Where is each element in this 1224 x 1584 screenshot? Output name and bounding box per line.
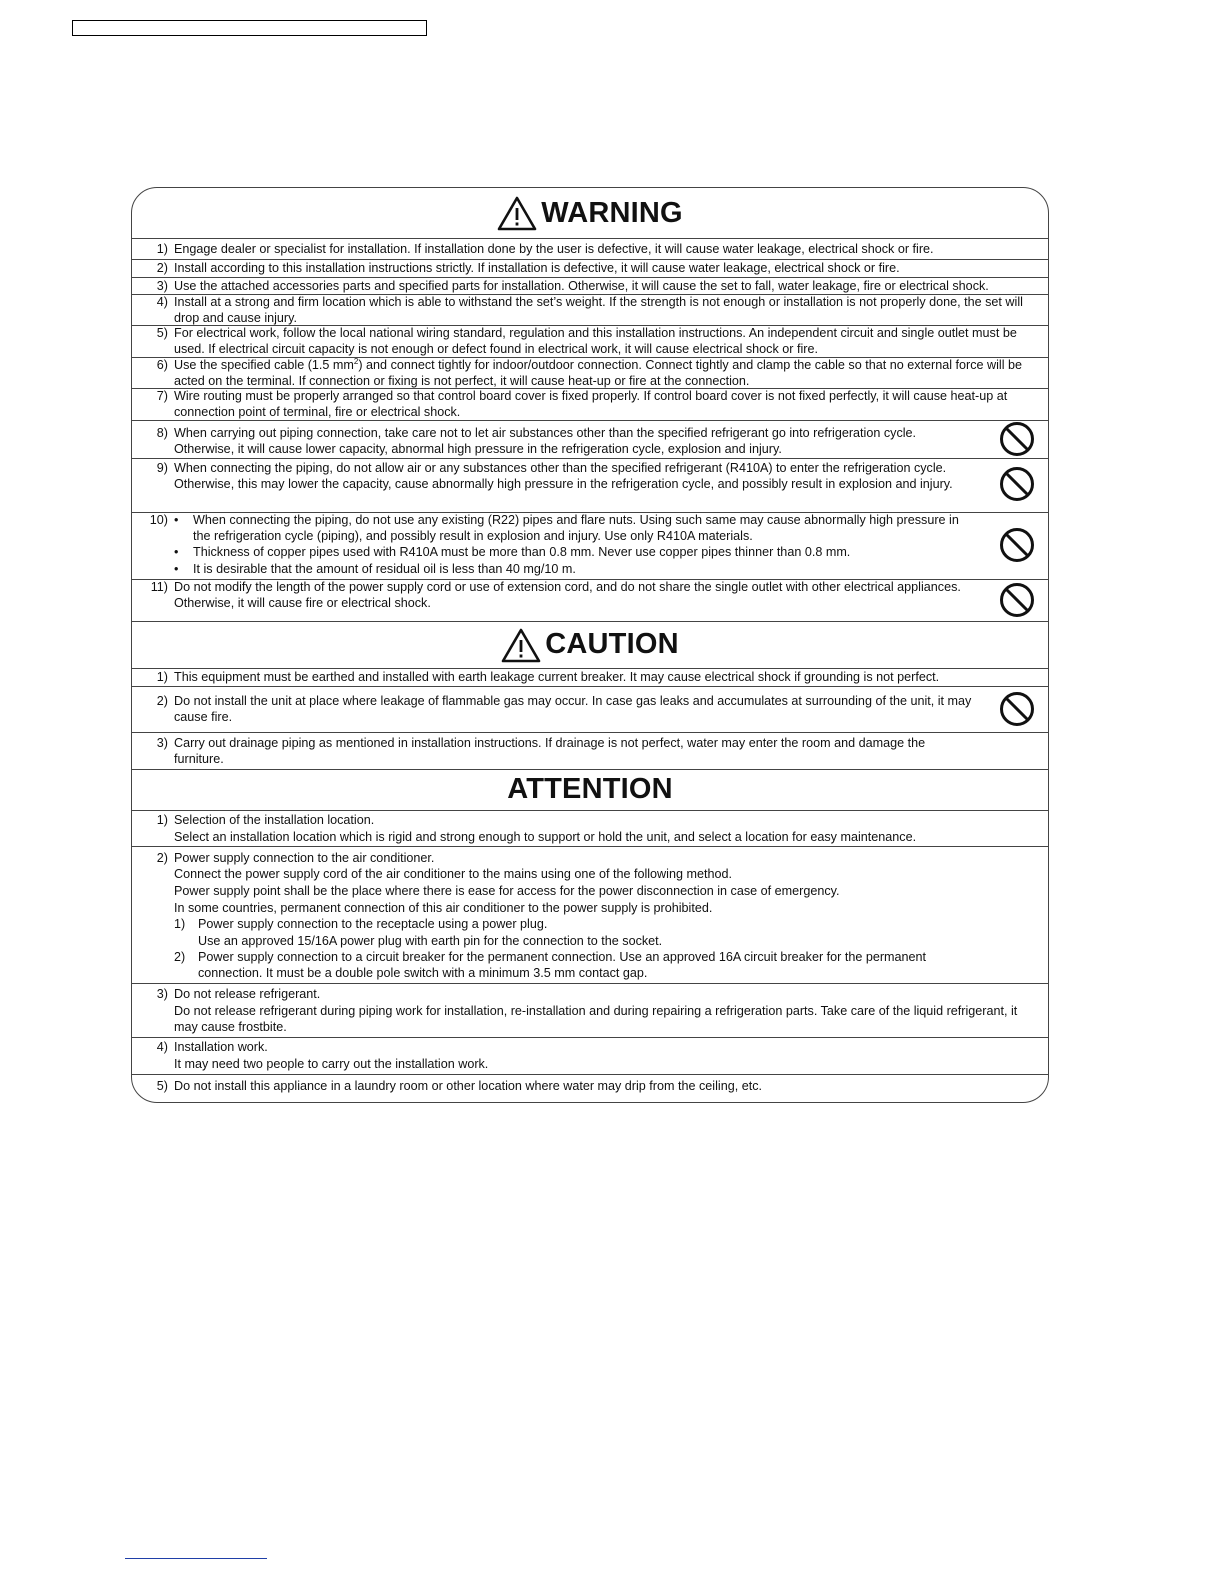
warning-item-8: 8) When carrying out piping connection, take care not to let air substances other than the specified refrigerant go into refrigeration cycle. Otherwise, it will cause lower capacity, abnormal high pressure in the refrigeration cycle, explosion and injury. xyxy=(132,420,1048,459)
warning-item-2: 2) Install according to this installation instructions strictly. If installation is defective, it will cause water leakage, electrical shock or fire. xyxy=(132,259,1048,278)
warning-heading: WARNING xyxy=(132,188,1048,239)
header-box xyxy=(72,20,427,36)
warning-item-3: 3) Use the attached accessories parts and specified parts for installation. Otherwise, it will cause the set to fall, water leakage, fire or electrical shock. xyxy=(132,277,1048,295)
prohibited-icon xyxy=(999,691,1035,727)
warning-item-1: 1) Engage dealer or specialist for installation. If installation done by the user is defective, it will cause water leakage, electrical shock or fire. xyxy=(132,238,1048,260)
warning-item-4: 4) Install at a strong and firm location which is able to withstand the set’s weight. If the strength is not enough or installation is not properly done, the set will drop and cause injury. xyxy=(132,294,1048,326)
warning-item-9: 9) When connecting the piping, do not allow air or any substances other than the specified refrigerant (R410A) to enter the refrigeration cycle. Otherwise, this may lower the capacity, cause abnormally high pressure in the refrigeration cycle, and possibly result in explosion and injury. xyxy=(132,458,1048,513)
caution-triangle-icon xyxy=(501,627,541,663)
attention-item-2: 2) Power supply connection to the air conditioner. Connect the power supply cord of the air conditioner to the mains using one of the following method. Power supply point shall be the place where there is ease for access for the power disconnection in case of emergency. In some countries, permanent connection of this air conditioner to the power supply is prohibited. 1) Power supply connection to the receptacle using a power plug. Use an approved 15/16A power plug with earth pin for the connection to the socket. 2) Power supply connection to a circuit breaker for the permanent connection. Use an approved 16A circuit breaker for the permanent connection. It must be a double pole switch with a minimum 3.5 mm contact gap. xyxy=(132,846,1048,984)
prohibited-icon xyxy=(999,527,1035,563)
caution-item-1: 1) This equipment must be earthed and installed with earth leakage current breaker. It may cause electrical shock if grounding is not perfect. xyxy=(132,668,1048,687)
warning-item-6: 6) Use the specified cable (1.5 $mm^2$) and connect tightly for indoor/outdoor connection. Connect tightly and clamp the cable so that no external force will be acted on the terminal. If connection or fixing is not perfect, it will cause heat-up or fire at the connection. xyxy=(132,357,1048,389)
warning-item-10: 10) • When connecting the piping, do not use any existing (R22) pipes and flare nuts. Using such same may cause abnormally high pressure in the refrigeration cycle (piping), and possibly result in explosion and injury. Use only R410A materials. • Thickness of copper pipes used with R410A must be more than 0.8 mm. Never use copper pipes thinner than 0.8 mm. • It is desirable that the amount of residual oil is less than 40 mg/10 m. xyxy=(132,512,1048,580)
prohibited-icon xyxy=(999,466,1035,502)
prohibited-icon xyxy=(999,582,1035,618)
attention-item-1: 1) Selection of the installation location. Select an installation location which is rigid and strong enough to support or hold the unit, and select a location for easy maintenance. xyxy=(132,810,1048,847)
caution-item-2: 2) Do not install the unit at place where leakage of flammable gas may occur. In case gas leaks and accumulates at surrounding of the unit, it may cause fire. xyxy=(132,686,1048,733)
attention-heading: ATTENTION xyxy=(132,769,1048,811)
attention-item-3: 3) Do not release refrigerant. Do not release refrigerant during piping work for installation, re-installation and during repairing a refrigeration parts. Take care of the liquid refrigerant, it may cause frostbite. xyxy=(132,983,1048,1038)
caution-heading: CAUTION xyxy=(132,621,1048,669)
warning-item-11: 11) Do not modify the length of the power supply cord or use of extension cord, and do not share the single outlet with other electrical appliances. Otherwise, it will cause fire or electrical shock. xyxy=(132,579,1048,622)
warning-item-5: 5) For electrical work, follow the local national wiring standard, regulation and this installation instructions. An independent circuit and single outlet must be used. If electrical circuit capacity is not enough or defect found in electrical work, it will cause electrical shock or fire. xyxy=(132,325,1048,358)
warning-item-7: 7) Wire routing must be properly arranged so that control board cover is fixed properly. If control board cover is not fixed perfectly, it will cause heat-up at connection point of terminal, fire or electrical shock. xyxy=(132,388,1048,421)
caution-item-3: 3) Carry out drainage piping as mentioned in installation instructions. If drainage is not perfect, water may enter the room and damage the furniture. xyxy=(132,732,1048,770)
warning-triangle-icon xyxy=(497,195,537,231)
attention-item-4: 4) Installation work. It may need two people to carry out the installation work. xyxy=(132,1037,1048,1075)
attention-item-5: 5) Do not install this appliance in a laundry room or other location where water may drip from the ceiling, etc. xyxy=(156,1079,762,1093)
prohibited-icon xyxy=(999,421,1035,457)
footer-rule xyxy=(125,1558,267,1559)
safety-precautions-panel xyxy=(131,187,1049,1103)
